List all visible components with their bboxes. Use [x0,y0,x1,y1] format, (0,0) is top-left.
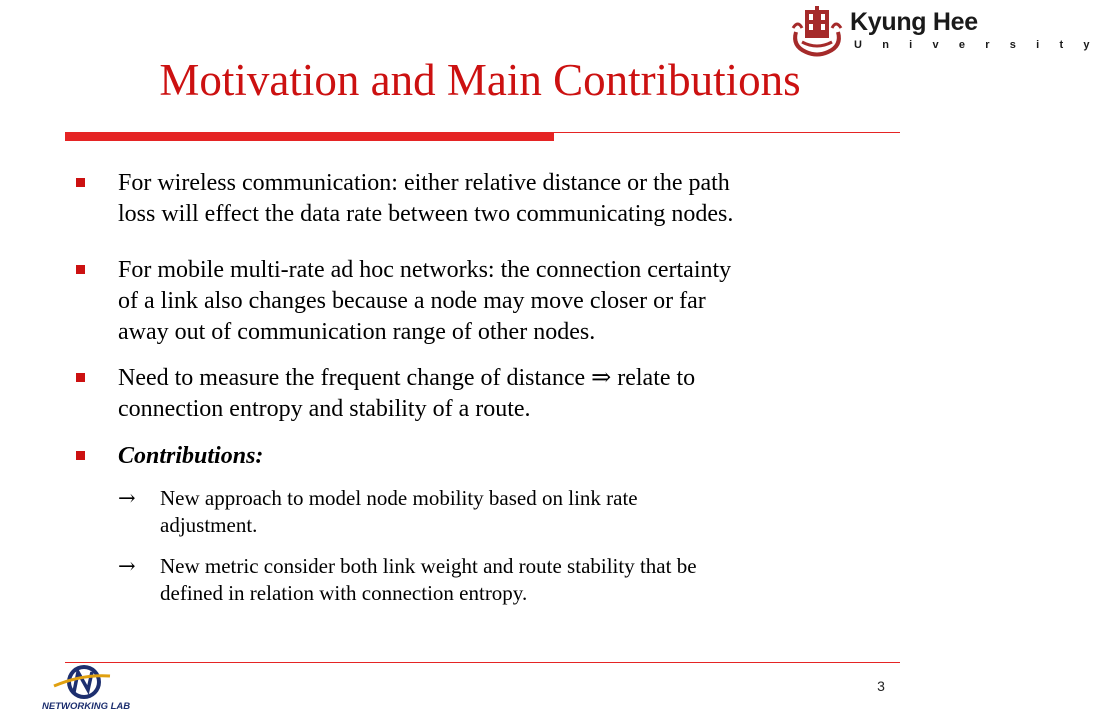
bullet-marker [76,373,85,382]
networking-lab-logo [38,662,178,718]
bullet-line: away out of communication range of other nodes. [118,319,596,345]
sub-item-line: adjustment. [160,513,258,537]
bullet-marker [76,265,85,274]
sub-item-line: New approach to model node mobility based on link rate [160,486,638,510]
bullet-marker [76,451,85,460]
bullet-line: For wireless communication: either relative distance or the path [118,170,730,196]
slide-title: Motivation and Main Contributions [159,55,801,105]
footer-rule [65,662,900,663]
sub-item [160,485,920,539]
sub-item-line: New metric consider both link weight and route stability that be [160,554,697,578]
bullet-line: Need to measure the frequent change of distance ⇒ relate to [118,365,696,391]
bullet-item [118,363,918,425]
university-crest-icon [788,2,846,58]
title-underline-bar [65,132,554,141]
sub-item [160,553,920,607]
bullet-item [118,168,918,230]
bullet-line: of a link also changes because a node may move closer or far [118,288,706,314]
lab-name: NETWORKING LAB [42,701,131,712]
right-arrow-icon: → [118,554,136,578]
page-number: 3 [877,678,885,694]
title-underline-rule [554,132,900,133]
right-arrow-icon: → [118,486,136,510]
bullet-item [118,441,918,472]
bullet-item [118,255,918,348]
bullet-line: connection entropy and stability of a route. [118,396,531,422]
logo-name: Kyung Hee [850,8,978,36]
bullet-line: For mobile multi-rate ad hoc networks: the connection certainty [118,257,732,283]
bullet-marker [76,178,85,187]
contributions-heading: Contributions: [118,443,264,469]
sub-item-line: defined in relation with connection entropy. [160,581,528,605]
logo-subtitle: U n i v e r s i t y [854,39,1098,51]
bullet-line: loss will effect the data rate between two communicating nodes. [118,201,734,227]
networking-lab-emblem-icon [52,662,112,702]
